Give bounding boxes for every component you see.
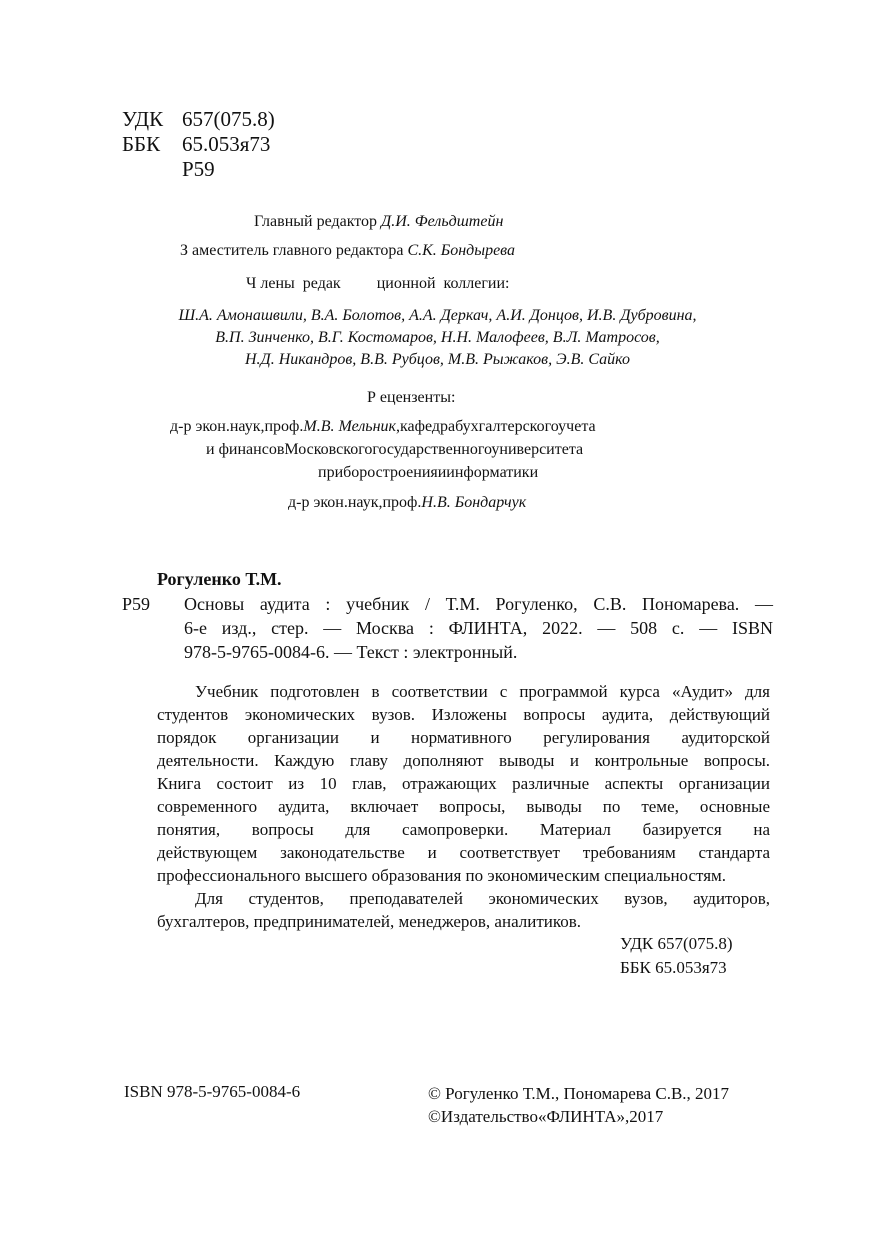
- copyright: [428, 1082, 729, 1128]
- chief-editor-label: Главный редактор: [254, 213, 378, 230]
- reviewer-2-name: Н.В. Бондарчук: [421, 494, 527, 511]
- udk-row: [122, 107, 275, 132]
- annotation-line: действующем законодательстве и соответствует требованиям стандарта: [157, 843, 770, 862]
- reviewer-2: [288, 494, 526, 512]
- footer-udk: УДК 657(075.8): [620, 934, 733, 953]
- reviewer-1-line-1: [170, 418, 596, 436]
- bib-description: [184, 592, 773, 664]
- bib-line: 6-е изд., стер. — Москва : ФЛИНТА, 2022. — 508 с. — ISBN: [184, 618, 773, 638]
- annotation-line: профессионального высшего образования по экономическим специальностям.: [157, 866, 727, 885]
- annotation-line: Для студентов, преподавателей экономических вузов, аудиторов,: [195, 889, 770, 908]
- annotation: [157, 680, 770, 933]
- reviewer-1-suffix: ,кафедрабухгалтерскогоучета: [396, 418, 596, 435]
- annotation-line: Учебник подготовлен в соответствии с программой курса «Аудит» для: [195, 682, 770, 701]
- reviewers-heading: Р ецензенты:: [367, 389, 456, 406]
- udk-value: 657(075.8): [182, 107, 275, 131]
- footer-codes: [620, 932, 733, 980]
- author-mark: Р59: [182, 157, 215, 181]
- bbk-label: ББК: [122, 132, 161, 156]
- deputy-editor: [180, 242, 515, 260]
- annotation-line: деятельности. Каждую главу дополняют выводы и контрольные вопросы.: [157, 751, 770, 770]
- annotation-line: понятия, вопросы для самопроверки. Материал базируется на: [157, 820, 770, 839]
- udk-label: УДК: [122, 107, 164, 131]
- bib-mark: Р59: [122, 594, 151, 614]
- annotation-line: современного аудита, включает вопросы, выводы по теме, основные: [157, 797, 770, 816]
- reviewer-1-name: М.В. Мельник: [303, 418, 397, 435]
- bbk-row: [122, 132, 275, 157]
- bbk-value: 65.053я73: [182, 132, 271, 156]
- annotation-line: бухгалтеров, предпринимателей, менеджеров, аналитиков.: [157, 912, 582, 931]
- board-members-line: Ш.А. Амонашвили, В.А. Болотов, А.А. Деркач, А.И. Донцов, И.В. Дубровина,: [178, 307, 697, 324]
- deputy-editor-name: С.К. Бондырева: [407, 242, 516, 259]
- bib-line: 978-5-9765-0084-6. — Текст : электронный.: [184, 642, 518, 662]
- chief-editor-name: Д.И. Фельдштейн: [381, 213, 504, 230]
- board-members-line: Н.Д. Никандров, В.В. Рубцов, М.В. Рыжаков, Э.В. Сайко: [244, 351, 631, 368]
- board-heading: Ч лены редак ционной коллегии:: [246, 275, 510, 292]
- chief-editor: [254, 213, 503, 231]
- annotation-line: Книга состоит из 10 глав, отражающих различные аспекты организации: [157, 774, 770, 793]
- reviewer-2-prefix: д-р экон.наук,проф.: [288, 494, 422, 511]
- board-members: [0, 305, 875, 371]
- reviewer-1-line-2: и финансовМосковскогогосударственногоуниверситета: [206, 441, 584, 458]
- isbn: ISBN 978-5-9765-0084-6: [124, 1082, 301, 1101]
- footer-bbk: ББК 65.053я73: [620, 958, 727, 977]
- annotation-line: студентов экономических вузов. Изложены вопросы аудита, действующий: [157, 705, 770, 724]
- deputy-editor-label: З аместитель главного редактора: [180, 242, 404, 259]
- classification-block: [122, 107, 275, 182]
- board-members-line: В.П. Зинченко, В.Г. Костомаров, Н.Н. Малофеев, В.Л. Матросов,: [215, 329, 660, 346]
- reviewer-1-prefix: д-р экон.наук,проф.: [170, 418, 304, 435]
- annotation-line: порядок организации и нормативного регулирования аудиторской: [157, 728, 770, 747]
- bib-author: Рогуленко Т.М.: [157, 569, 282, 589]
- copyright-publisher: ©Издательство«ФЛИНТА»,2017: [428, 1107, 664, 1126]
- bib-line: Основы аудита : учебник / Т.М. Рогуленко, С.В. Пономарева. —: [184, 594, 773, 614]
- copyright-authors: © Рогуленко Т.М., Пономарева С.В., 2017: [428, 1084, 730, 1103]
- reviewer-1-line-3: приборостроенияиинформатики: [318, 464, 539, 481]
